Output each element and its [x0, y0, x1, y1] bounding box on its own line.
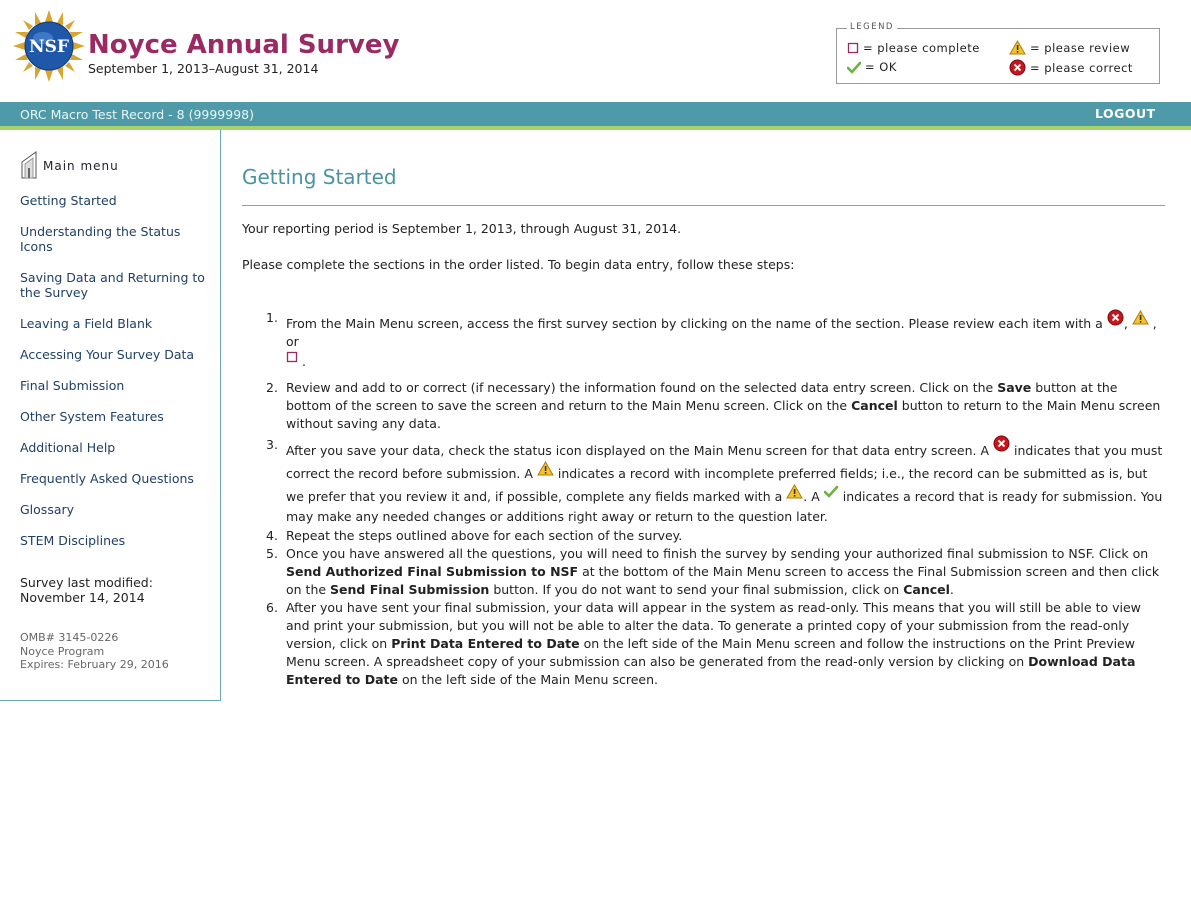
expiration: Expires: February 29, 2016 [20, 658, 169, 671]
last-modified [20, 575, 153, 605]
cancel-term: Cancel [851, 398, 898, 413]
error-icon [1009, 59, 1026, 76]
sidebar-item-field-blank[interactable]: Leaving a Field Blank [20, 316, 153, 331]
sidebar [0, 130, 221, 701]
sidebar-item-getting-started[interactable]: Getting Started [20, 193, 117, 208]
nsf-logo[interactable] [13, 10, 85, 82]
step-text: , or [286, 316, 1157, 349]
legend-ok-label: = OK [865, 60, 897, 74]
step-3: 3. After you save your data, check the status icon displayed on the Main Menu screen for that data entry screen. A indicates that you must correct the record before submission. A indicates a record with incomplete preferred fields; i.e., the record can be submitted as is, but we prefer that you review it and, if possible, complete any fields marked with a . A indicates a record that is ready for submission. You may make any needed changes or additions right away or return to the question later. [266, 437, 1163, 524]
step-text: button to return to the Main Menu screen without saving any data. [286, 398, 1161, 431]
last-modified-date: November 14, 2014 [20, 590, 145, 605]
step-6: 6. After you have sent your final submission, your data will appear in the system as read-only. This means that you will still be able to view and print your submission, but you will not be able to alter the data. To generate a printed copy of your submission from the read-only version, click on Print Data Entered to Date on the left side of the Main Menu screen and follow the instructions on the Print Preview Menu screen. A spreadsheet copy of your submission can also be generated from the read-only version by clicking on Download Data Entered to Date on the left side of the Main Menu screen. [266, 600, 1141, 687]
omb-number: OMB# 3145-0226 [20, 631, 119, 644]
warning-icon [537, 461, 554, 476]
step-1: 1. From the Main Menu screen, access the first survey section by clicking on the name of the section. Please review each item with a , , or . [266, 310, 1157, 369]
intro-text: Please complete the sections in the order listed. To begin data entry, follow these steps: [242, 257, 795, 272]
svg-text:NSF: NSF [29, 37, 69, 57]
checkmark-icon [824, 485, 839, 499]
send-submission-term: Send Authorized Final Submission to NSF [286, 564, 579, 579]
cancel-term: Cancel [903, 582, 950, 597]
program-name: Noyce Program [20, 644, 105, 658]
step-text: After you have sent your final submission, your data will appear in the system as read-only. This means that you will still be able to view and print your submission, but you will not be able to alter the data. To generate a printed copy of your submission from the read-only version, click on [286, 600, 1141, 651]
step-text: button at the bottom of the screen to save the screen and return to the Main Menu screen. Click on the [286, 380, 1118, 413]
step-5: 5. Once you have answered all the questions, you will need to finish the survey by sending your authorized final submission to NSF. Click on Send Authorized Final Submission to NSF at the bottom of the Main Menu screen to access the Final Submission screen and then click on the Send Final Submission button. If you do not want to send your final submission, click on Cancel. [266, 546, 1160, 597]
sidebar-item-additional-help[interactable]: Additional Help [20, 440, 116, 455]
step-text: on the left side of the Main Menu screen. [402, 672, 658, 687]
step-text: Review and add to or correct (if necessary) the information found on the selected data entry screen. Click on the [286, 380, 994, 395]
record-label: ORC Macro Test Record - 8 (9999998) [20, 107, 254, 122]
steps-list [266, 309, 1166, 689]
last-modified-label: Survey last modified: [20, 575, 153, 590]
legend-correct [1009, 59, 1133, 76]
warning-icon [1009, 40, 1026, 55]
send-final-term: Send Final Submission [330, 582, 490, 597]
checkbox-icon [286, 351, 298, 363]
step-text: . A [803, 489, 820, 504]
omb-info [20, 631, 169, 672]
error-icon [1107, 309, 1124, 326]
sidebar-item-saving-data[interactable]: Saving Data and Returning to the Survey [20, 270, 205, 300]
step-text: button. If you do not want to send your final submission, click on [493, 582, 900, 597]
print-data-term: Print Data Entered to Date [391, 636, 580, 651]
reporting-period: Your reporting period is September 1, 2013, through August 31, 2014. [242, 221, 682, 236]
checkmark-icon [847, 61, 861, 74]
save-term: Save [997, 380, 1032, 395]
sidebar-item-status-icons[interactable]: Understanding the Status Icons [20, 224, 181, 254]
warning-icon [1132, 310, 1149, 325]
app-title: Noyce Annual Survey [88, 30, 400, 60]
step-4: 4. Repeat the steps outlined above for each section of the survey. [266, 528, 683, 543]
step-text: indicates that you must correct the record before submission. A [286, 443, 1163, 481]
step-text: indicates a record that is ready for submission. You may make any needed changes or additions right away or return to the question later. [286, 489, 1163, 524]
sidebar-item-final-submission[interactable]: Final Submission [20, 378, 125, 393]
step-2: 2. Review and add to or correct (if necessary) the information found on the selected data entry screen. Click on the Save button at the bottom of the screen to save the screen and return to the Main Menu screen. Click on the Cancel button to return to the Main Menu screen without saving any data. [266, 380, 1161, 431]
survey-period: September 1, 2013–August 31, 2014 [88, 61, 319, 76]
main-menu-label: Main menu [43, 159, 119, 173]
download-data-term: Download Data Entered to Date [286, 654, 1136, 687]
sidebar-item-stem[interactable]: STEM Disciplines [20, 533, 126, 548]
page-title: Getting Started [242, 165, 397, 189]
main-menu-icon [20, 150, 38, 180]
sidebar-item-system-features[interactable]: Other System Features [20, 409, 164, 424]
legend-review-label: = please review [1030, 40, 1131, 55]
checkbox-icon [847, 42, 859, 54]
warning-icon [786, 484, 803, 499]
step-text: indicates a record with incomplete preferred fields; i.e., the record can be submitted as is, but we prefer that you review it and, if possible, complete any fields marked with a [286, 466, 1148, 504]
step-text: . [949, 582, 954, 597]
step-text: From the Main Menu screen, access the first survey section by clicking on the name of the section. Please review each item with a [286, 316, 1103, 331]
legend-complete [847, 41, 980, 55]
step-text: at the bottom of the Main Menu screen to access the Final Submission screen and then click on the [286, 564, 1160, 597]
step-text: After you save your data, check the status icon displayed on the Main Menu screen for that data entry screen. A [286, 443, 990, 458]
status-legend [836, 22, 1160, 84]
legend-review [1009, 40, 1130, 55]
legend-ok [847, 60, 897, 74]
legend-title: LEGEND [847, 22, 897, 32]
error-icon [993, 435, 1010, 452]
logout-link[interactable]: LOGOUT [1095, 106, 1156, 121]
step-text: Repeat the steps outlined above for each section of the survey. [286, 528, 683, 543]
main-menu-link[interactable] [20, 150, 119, 180]
step-text: . [301, 354, 306, 369]
legend-complete-label: = please complete [863, 41, 980, 55]
sidebar-item-faq[interactable]: Frequently Asked Questions [20, 471, 194, 486]
sidebar-item-glossary[interactable]: Glossary [20, 502, 75, 517]
legend-correct-label: = please correct [1030, 60, 1133, 75]
step-text: , [1123, 316, 1128, 331]
sidebar-item-accessing-data[interactable]: Accessing Your Survey Data [20, 347, 195, 362]
step-text: Once you have answered all the questions, you will need to finish the survey by sending your authorized final submission to NSF. Click on [286, 546, 1149, 561]
divider [242, 205, 1165, 206]
step-text: on the left side of the Main Menu screen and follow the instructions on the Print Preview Menu screen. A spreadsheet copy of your submission can also be generated from the read-only version by clicking on [286, 636, 1135, 669]
